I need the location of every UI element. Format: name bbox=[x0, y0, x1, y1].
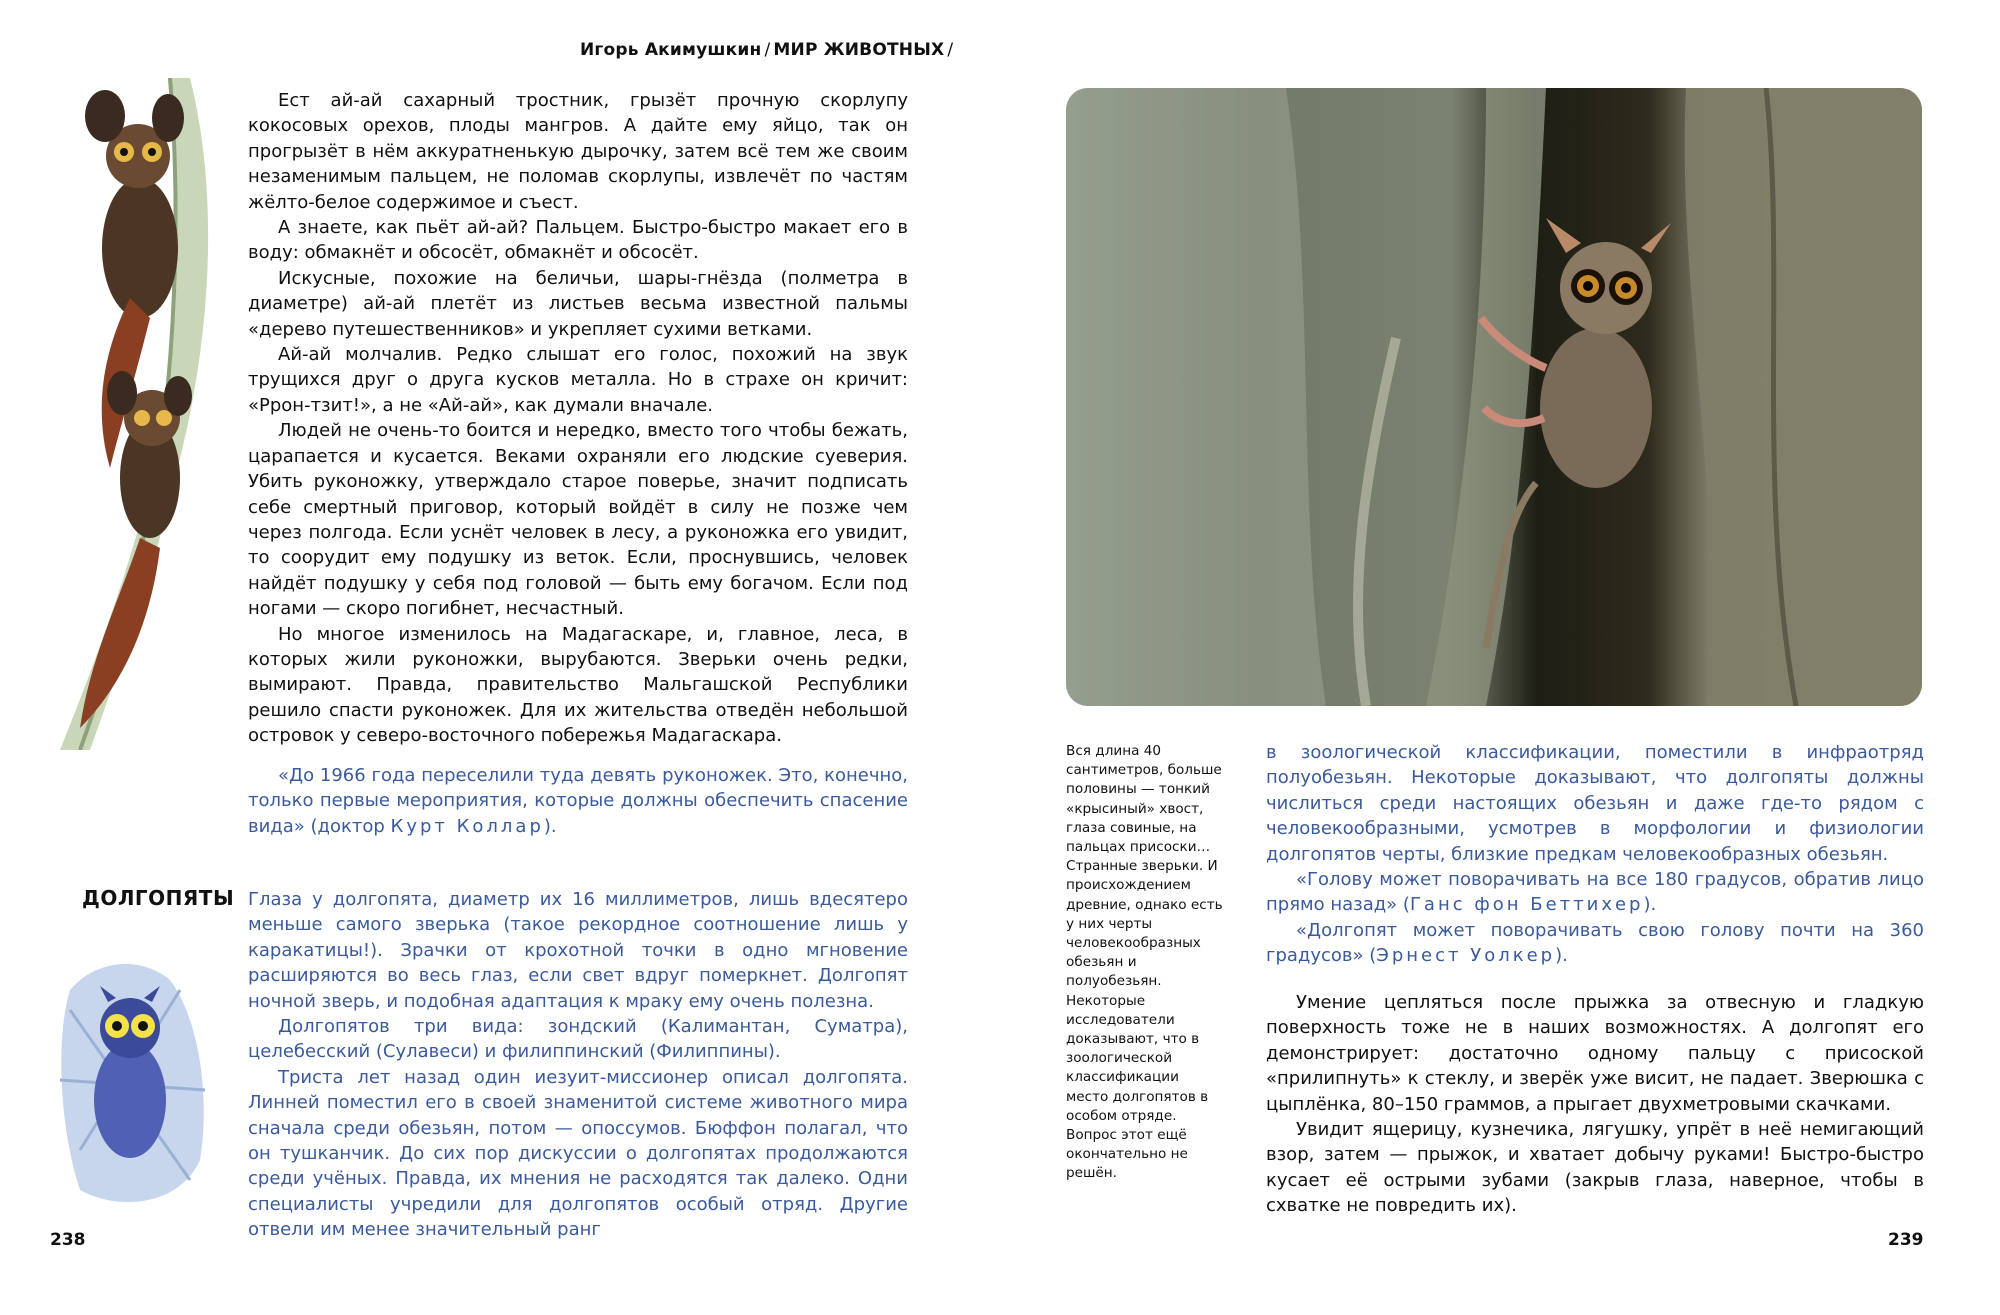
paragraph: Триста лет назад один иезуит-миссионер описал долгопята. Линней поместил его в своей знаменитой системе животного мира сначала среди обезьян, потом — опоссумов. Бюффон полагал, что он тушканчик. До сих пор дискуссии о долгопятах продолжаются среди учёных. Правда, их мнения не расходятся так далеко. Одни специалисты учредили для долгопятов особый отряд. Другие отвели им менее значительный ранг bbox=[248, 1066, 908, 1241]
paragraph: А знаете, как пьёт ай-ай? Пальцем. Быстро-быстро макает его в воду: обмакнёт и обсосёт, обмакнёт и обсосёт. bbox=[248, 217, 908, 264]
paragraph: Долгопятов три вида: зондский (Калимантан, Суматра), целебесский (Сулавеси) и филиппинский (Филиппины). bbox=[248, 1016, 908, 1063]
paragraph: Но многое изменилось на Мадагаскаре, и, главное, леса, в которых жили руконожки, вырубаются. Зверьки очень редки, вымирают. Правда, правительство Мальгашской Республики решило спасти руконожек. Для их жительства отведён небольшой островок у северо-восточного побережья Мадагаскара. bbox=[248, 623, 908, 747]
quote-attribution-prefix: (доктор bbox=[310, 815, 385, 837]
paragraph: Глаза у долгопята, диаметр их 16 миллиметров, лишь вдесятеро меньше самого зверька (такое рекордное соотношение лишь у каракатицы!). Зрачки от крохотной точки в одно мгновение расширяются во весь глаз, если свет вдруг померкнет. Долгопят ночной зверь, и подобная адаптация к мраку ему очень полезна. bbox=[248, 889, 908, 1012]
paragraph: в зоологической классификации, поместили в инфраотряд полуобезьян. Некоторые доказывают, что долгопяты должны числиться среди настоящих обезьян и даже где-то рядом с человекообразными, усмотрев в морфологии и физиологии долгопятов черты, близкие предкам человекообразных обезьян. bbox=[1266, 742, 1924, 865]
quote-paragraph: «Долгопят может поворачивать свою голову почти на 360 градусов» (Эрнест Уолкер). bbox=[1266, 919, 1924, 967]
main-text-column bbox=[248, 88, 908, 749]
right-blue-column bbox=[1266, 740, 1924, 969]
quote-text: «До 1966 года переселили туда девять руконожек. Это, конечно, только первые мероприятия, которые должны обеспечить спасение вида» bbox=[248, 765, 908, 837]
quote-paragraph: «Голову может поворачивать на все 180 градусов, обратив лицо прямо назад» (Ганс фон Беттихер). bbox=[1266, 869, 1924, 916]
quote-paragraph bbox=[248, 763, 908, 839]
paragraph: Людей не очень-то боится и нередко, вместо того чтобы бежать, царапается и кусается. Веками охраняли его людские суеверия. Убить руконожку, утверждало старое поверье, значит подписать себе смертный приговор, который войдёт в силу не позже чем через полгода. Если уснёт человек в лесу, а руконожка его увидит, то соорудит ему подушку из веток. Если, проснувшись, человек найдёт подушку у себя под головой — быть ему богачом. Если под ногами — скоро погибнет, несчастный. bbox=[248, 420, 908, 620]
header-book: МИР ЖИВОТНЫХ bbox=[773, 40, 945, 60]
paragraph: Ай-ай молчалив. Редко слышат его голос, похожий на звук трущихся друг о друга кусков металла. Но в страхе он кричит: «Ррон-тзит!», а не «Ай-ай», как думали вначале. bbox=[248, 344, 908, 416]
quote-text: «Долгопят может поворачивать свою голову почти на 360 градусов» bbox=[1266, 919, 1924, 967]
page-number-left: 238 bbox=[50, 1230, 86, 1250]
running-header: Игорь Акимушкин / МИР ЖИВОТНЫХ / bbox=[580, 40, 954, 60]
tarsier-photo bbox=[1066, 88, 1922, 706]
quote-suffix: ). bbox=[1555, 945, 1568, 967]
page-number-right: 239 bbox=[1888, 1230, 1924, 1250]
quote-author: Курт Коллар bbox=[390, 815, 544, 837]
header-author: Игорь Акимушкин bbox=[580, 40, 762, 60]
quote-suffix: ). bbox=[1643, 894, 1657, 916]
paragraph: Увидит ящерицу, кузнечика, лягушку, упрёт в неё немигающий взор, затем — прыжок, и хватает добычу руками! Быстро-быстро кусает её острыми зубами (закрыв глаза, наверное, чтобы в схватке не повредить их). bbox=[1266, 1119, 1924, 1217]
quote-block bbox=[248, 763, 908, 839]
quote-attribution-suffix: ). bbox=[543, 815, 557, 837]
section-text-column bbox=[248, 887, 908, 1243]
quote-author: Эрнест Уолкер bbox=[1376, 945, 1556, 967]
tarsier-illustration bbox=[50, 950, 210, 1210]
section-title: ДОЛГОПЯТЫ bbox=[82, 886, 235, 910]
paragraph: Умение цепляться после прыжка за отвесную и гладкую поверхность тоже не в наших возможностях. А долгопят его демонстрирует: достаточно одному пальцу с присоской «прилипнуть» к стеклу, и зверёк уже висит, не падает. Зверюшка с цыплёнка, 80–150 граммов, а прыгает двухметровыми скачками. bbox=[1266, 992, 1924, 1115]
paragraph: Ест ай-ай сахарный тростник, грызёт прочную скорлупу кокосовых орехов, плоды мангров. А дайте ему яйцо, так он прогрызёт в нём аккуратненькую дырочку, затем всё тем же своим незаменимым пальцем, не поломав скорлупы, извлечёт по частям жёлто-белое содержимое и съест. bbox=[248, 90, 908, 213]
quote-author: Ганс фон Беттихер bbox=[1409, 894, 1644, 916]
right-main-column bbox=[1266, 990, 1924, 1219]
photo-caption: Вся длина 40 сантиметров, больше половины — тонкий «крысиный» хвост, глаза совиные, на пальцах присоски… Странные зверьки. И происхождением древние, однако есть у них черты человекообразных обезьян и полуобезьян. Некоторые исследователи доказывают, что в зоологической классификации место долгопятов в особом отряде. Вопрос этот ещё окончательно не решён. bbox=[1066, 743, 1223, 1182]
aye-aye-illustration bbox=[50, 78, 230, 750]
quote-text: «Голову может поворачивать на все 180 градусов, обратив лицо прямо назад» bbox=[1266, 869, 1924, 916]
paragraph: Искусные, похожие на беличьи, шары-гнёзда (полметра в диаметре) ай-ай плетёт из листьев весьма известной пальмы «дерево путешественников» и укрепляет сухими ветками. bbox=[248, 267, 908, 340]
